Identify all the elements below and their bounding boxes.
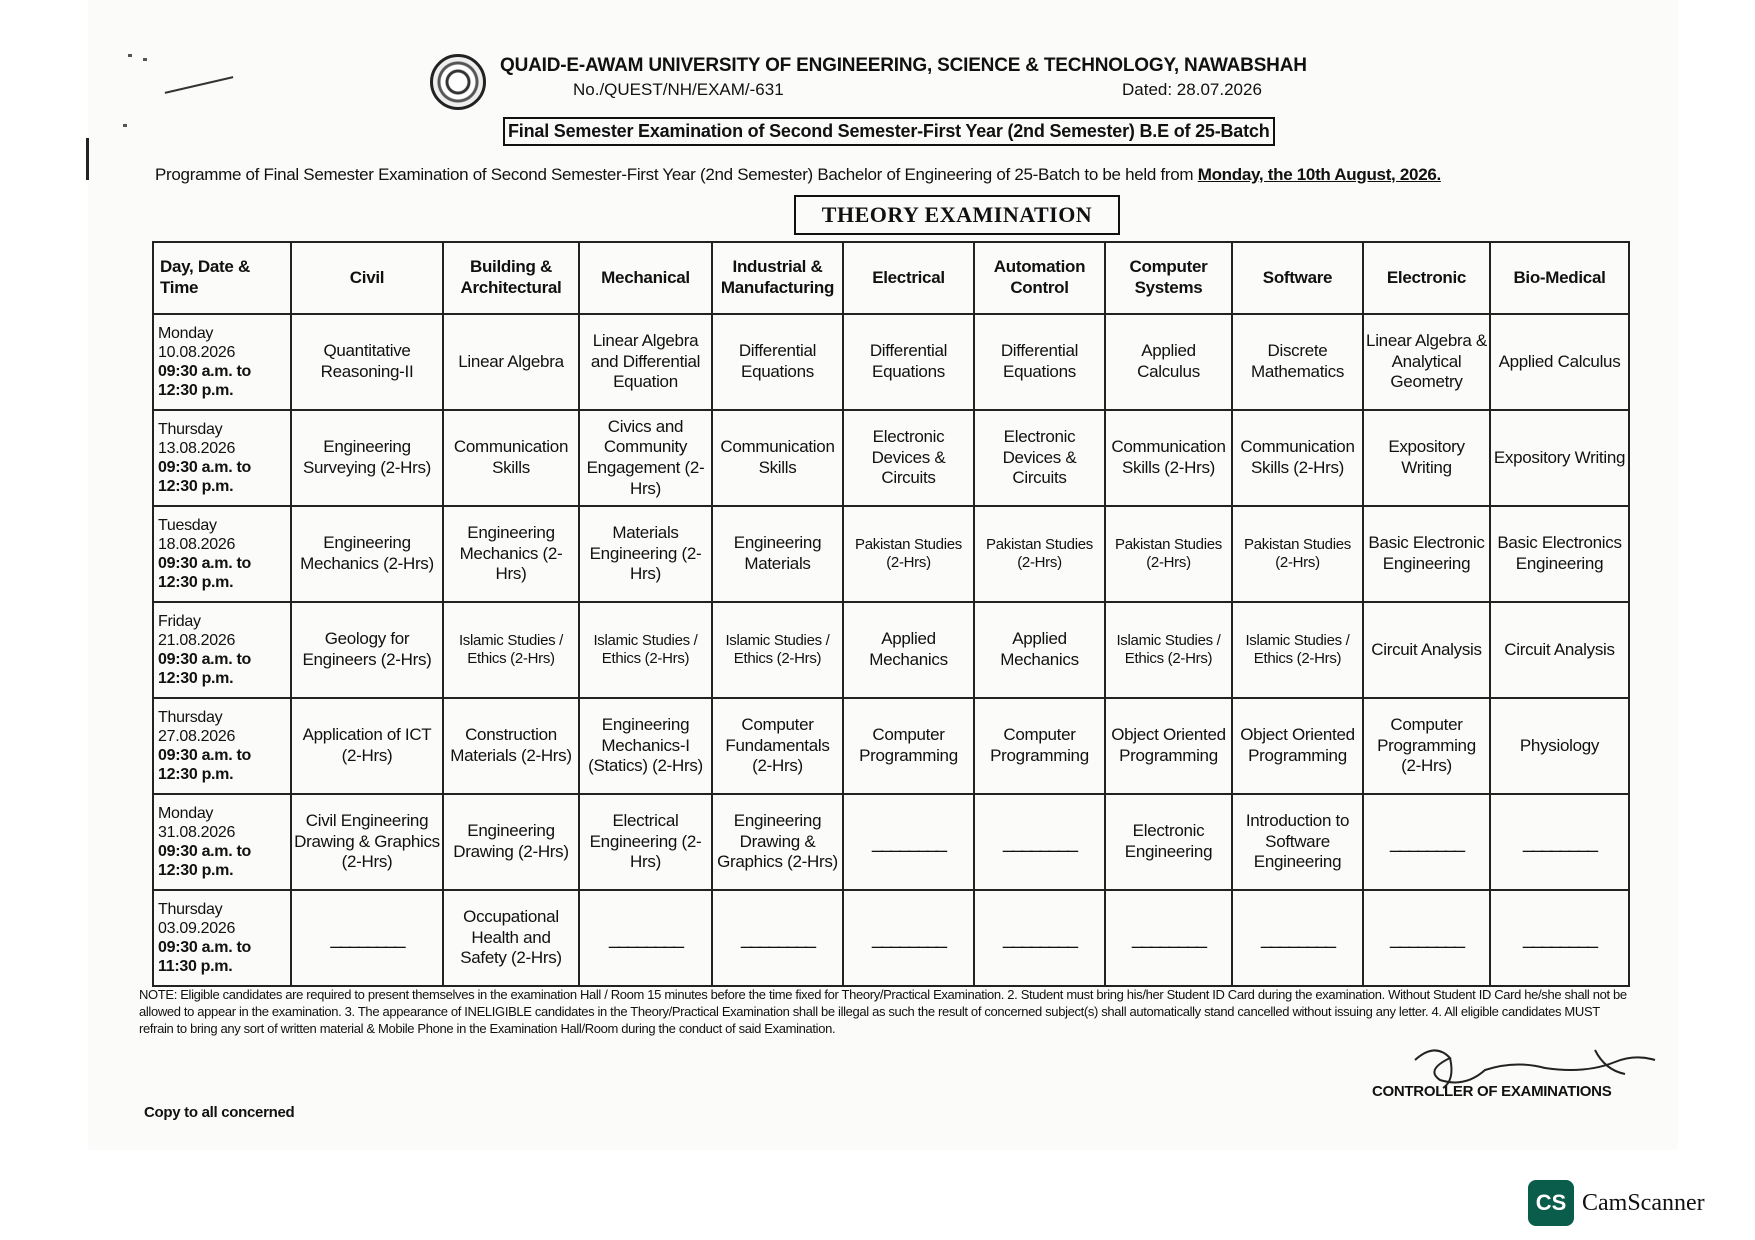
subject-cell [1232,506,1363,602]
day-date-time-cell [153,506,291,602]
row-time-start: 09:30 a.m. to [158,363,252,380]
subject-name: Engineering Drawing & Graphics (2-Hrs) [717,810,838,872]
subject-cell [712,314,843,410]
subject-cell [1105,506,1232,602]
day-date-time-cell [153,314,291,410]
subject-name: Linear Algebra & Analytical Geometry [1366,330,1487,392]
day-date-time-cell [153,410,291,506]
column-header: Civil [291,242,443,314]
subject-cell [1363,890,1490,986]
subject-cell [291,794,443,890]
subject-name: Occupational Health and Safety (2-Hrs) [460,906,562,968]
row-date: 03.09.2026 [158,919,236,937]
row-day: Thursday [158,708,223,726]
subject-name: ________ [609,926,682,949]
subject-cell [843,410,974,506]
subject-cell [843,794,974,890]
subject-name: Engineering Drawing (2-Hrs) [453,821,569,861]
exam-schedule-table [152,241,1630,987]
subject-cell [1363,698,1490,794]
subject-name: ________ [1003,830,1076,853]
subject-name: Linear Algebra and Differential Equation [590,330,701,392]
subject-cell [1363,314,1490,410]
subject-name: ________ [1003,926,1076,949]
row-time-end: 12:30 p.m. [158,862,234,880]
row-time-end: 12:30 p.m. [158,382,234,400]
subject-name: Communication Skills [720,437,835,477]
row-time-start: 09:30 a.m. to [158,651,252,668]
university-seal-icon [430,54,486,110]
subject-cell [579,506,712,602]
subject-name: Electrical Engineering (2-Hrs) [589,810,702,872]
row-time-end: 12:30 p.m. [158,478,234,496]
subject-name: Islamic Studies / Ethics (2-Hrs) [458,631,564,667]
row-date: 21.08.2026 [158,631,236,649]
subject-cell [712,410,843,506]
subject-name: Islamic Studies / Ethics (2-Hrs) [1245,631,1350,667]
scan-speck [128,54,132,57]
subject-name: Pakistan Studies (2-Hrs) [1115,535,1222,571]
subject-cell [974,410,1105,506]
camscanner-watermark [1528,1180,1705,1226]
subject-name: Computer Programming [859,725,958,765]
column-header: Mechanical [579,242,712,314]
table-row [153,890,1629,986]
reference-number: No./QUEST/NH/EXAM/-631 [573,80,784,99]
subject-cell [712,698,843,794]
subject-cell [1490,506,1629,602]
subject-name: Applied Mechanics [869,629,948,669]
scan-edge-mark [86,138,89,180]
row-day: Thursday [158,420,223,438]
subject-cell [974,698,1105,794]
subject-cell [291,410,443,506]
subject-cell [579,314,712,410]
subject-name: Pakistan Studies (2-Hrs) [855,535,962,571]
subject-cell [1232,314,1363,410]
subject-cell [1490,410,1629,506]
subject-cell [974,506,1105,602]
day-date-time-cell [153,794,291,890]
subject-name: Circuit Analysis [1371,639,1482,659]
table-row [153,410,1629,506]
subject-cell [443,698,579,794]
column-header: Software [1232,242,1363,314]
row-time-end: 11:30 p.m. [158,958,233,976]
subject-cell [1105,602,1232,698]
subject-cell [291,314,443,410]
subject-cell [1363,410,1490,506]
column-header: Electronic [1363,242,1490,314]
subject-name: Electronic Devices & Circuits [1002,426,1077,488]
subject-cell [443,890,579,986]
row-date: 10.08.2026 [158,343,236,361]
subject-cell [443,506,579,602]
subject-name: Pakistan Studies (2-Hrs) [986,535,1093,571]
subject-name: Quantitative Reasoning-II [320,341,414,381]
table-row [153,314,1629,410]
table-row [153,698,1629,794]
subject-cell [1105,410,1232,506]
subject-name: Islamic Studies / Ethics (2-Hrs) [593,631,698,667]
subject-name: Civil Engineering Drawing & Graphics (2-Hrs) [294,810,440,872]
subject-cell [1105,698,1232,794]
subject-name: Applied Calculus [1498,351,1621,371]
day-date-time-cell [153,698,291,794]
row-day: Monday [158,324,214,342]
subject-name: Differential Equations [1000,341,1079,381]
row-time-end: 12:30 p.m. [158,574,234,592]
row-time-start: 09:30 a.m. to [158,747,252,764]
subject-cell [443,794,579,890]
subject-cell [843,698,974,794]
camscanner-logo: CS [1528,1180,1574,1226]
column-header: Building & Architectural [443,242,579,314]
subject-name: Computer Programming (2-Hrs) [1377,714,1476,776]
subject-name: Communication Skills (2-Hrs) [1240,437,1355,477]
subject-name: Pakistan Studies (2-Hrs) [1244,535,1351,571]
row-time-end: 12:30 p.m. [158,766,234,784]
subject-cell [579,794,712,890]
row-day: Friday [158,612,201,630]
subject-cell [843,602,974,698]
subject-name: Communication Skills [453,437,569,477]
subject-name: Materials Engineering (2-Hrs) [589,522,702,584]
subject-name: ________ [872,926,945,949]
subject-name: Civics and Community Engagement (2-Hrs) [586,416,705,498]
subject-cell [443,410,579,506]
subject-name: Basic Electronic Engineering [1368,533,1485,573]
subject-name: ________ [1390,830,1463,853]
subject-name: Circuit Analysis [1504,639,1615,659]
subject-name: Communication Skills (2-Hrs) [1111,437,1226,477]
subject-cell [291,506,443,602]
exam-note: NOTE: Eligible candidates are required to present themselves in the examination Hall / Room 15 minutes before the time fixed for Theory/Practical Examination. 2. Student must bring his/her Student ID Card during the examination. Without Student ID Card he/she shall not be allowed to appear in the examination. 3. The appearance of INELIGIBLE candidates in the Theory/Practical Examination shall be illegal as such the result of concerned subject(s) shall automatically stand cancelled without issuing any letter. 4. All eligible candidates MUST refrain to bring any sort of written material & Mobile Phone in the Examination Hall/Room during the conduct of said Examination. [139,987,1627,1036]
subject-name: Computer Programming [990,725,1089,765]
subject-cell [1490,794,1629,890]
controller-title: CONTROLLER OF EXAMINATIONS [1372,1083,1612,1100]
subject-cell [843,890,974,986]
subject-name: Geology for Engineers (2-Hrs) [302,629,432,669]
issue-date: Dated: 28.07.2026 [1122,80,1262,99]
subject-cell [1490,698,1629,794]
column-header: Electrical [843,242,974,314]
subject-cell [1232,410,1363,506]
subject-cell [974,890,1105,986]
subject-name: Construction Materials (2-Hrs) [450,725,572,765]
subject-cell [443,602,579,698]
subject-cell [1232,698,1363,794]
table-header-row [153,242,1629,314]
row-time-start: 09:30 a.m. to [158,459,252,476]
subject-cell [291,698,443,794]
row-time-start: 09:30 a.m. to [158,843,252,860]
subject-name: Electronic Engineering [1124,821,1213,861]
subject-cell [1363,794,1490,890]
subject-name: ________ [1523,926,1596,949]
column-header: Industrial & Manufacturing [712,242,843,314]
subject-name: Application of ICT (2-Hrs) [302,725,432,765]
subject-name: Expository Writing [1493,447,1626,467]
subject-cell [1105,794,1232,890]
subject-name: ________ [1390,926,1463,949]
subject-cell [974,602,1105,698]
row-time-end: 12:30 p.m. [158,670,234,688]
subject-name: ________ [872,830,945,853]
subject-name: Computer Fundamentals (2-Hrs) [725,714,830,776]
subject-name: Islamic Studies / Ethics (2-Hrs) [725,631,830,667]
subject-name: Differential Equations [738,341,817,381]
subject-name: Linear Algebra [458,351,564,371]
subject-cell [1105,890,1232,986]
row-time-start: 09:30 a.m. to [158,555,252,572]
table-row [153,506,1629,602]
row-date: 18.08.2026 [158,535,236,553]
subject-cell [579,602,712,698]
subject-cell [1232,602,1363,698]
subject-cell [1490,314,1629,410]
row-day: Tuesday [158,516,217,534]
camscanner-text: CamScanner [1582,1189,1705,1216]
column-header: Computer Systems [1105,242,1232,314]
scan-speck [123,124,127,127]
subject-name: Introduction to Software Engineering [1245,810,1350,872]
subject-name: ________ [1523,830,1596,853]
table-row [153,794,1629,890]
programme-line [155,165,1441,185]
subject-cell [974,794,1105,890]
subject-cell [1232,890,1363,986]
row-date: 31.08.2026 [158,823,236,841]
subject-cell [843,314,974,410]
subject-cell [712,602,843,698]
subject-name: Expository Writing [1388,437,1465,477]
section-title: THEORY EXAMINATION [794,195,1120,235]
subject-cell [443,314,579,410]
row-day: Monday [158,804,214,822]
subject-cell [1105,314,1232,410]
subject-cell [712,506,843,602]
subject-cell [974,314,1105,410]
subject-cell [579,698,712,794]
column-header-day-date-time: Day, Date & Time [153,242,291,314]
subject-name: Engineering Mechanics-I (Statics) (2-Hrs) [588,714,703,776]
subject-cell [579,890,712,986]
subject-name: Engineering Mechanics (2-Hrs) [459,522,563,584]
subject-cell [291,602,443,698]
subject-cell [1363,506,1490,602]
subject-cell [1232,794,1363,890]
column-header: Bio-Medical [1490,242,1629,314]
subject-cell [1490,890,1629,986]
programme-start-date: Monday, the 10th August, 2026. [1197,165,1441,184]
subject-name: ________ [741,926,814,949]
subject-name: ________ [1132,926,1205,949]
subject-cell [843,506,974,602]
programme-text: Programme of Final Semester Examination of Second Semester-First Year (2nd Semester) Bachelor of Engineering of 25-Batch to be held from [155,165,1194,184]
subject-name: Islamic Studies / Ethics (2-Hrs) [1116,631,1221,667]
exam-title-box: Final Semester Examination of Second Semester-First Year (2nd Semester) B.E of 25-Batch [503,117,1275,146]
row-day: Thursday [158,900,223,918]
day-date-time-cell [153,602,291,698]
subject-name: Object Oriented Programming [1111,725,1226,765]
copy-to-all: Copy to all concerned [144,1104,295,1121]
column-header: Automation Control [974,242,1105,314]
subject-cell [291,890,443,986]
subject-name: Physiology [1519,735,1600,755]
subject-name: Engineering Surveying (2-Hrs) [302,437,432,477]
subject-cell [712,890,843,986]
subject-name: Electronic Devices & Circuits [871,426,946,488]
subject-name: Discrete Mathematics [1250,341,1345,381]
subject-cell [1490,602,1629,698]
subject-name: ________ [330,926,404,949]
row-date: 13.08.2026 [158,439,236,457]
row-time-start: 09:30 a.m. to [158,939,252,956]
scan-speck [143,58,147,61]
subject-name: Engineering Materials [733,533,822,573]
subject-name: ________ [1261,926,1334,949]
subject-name: Applied Calculus [1137,341,1200,381]
subject-cell [1363,602,1490,698]
subject-name: Basic Electronics Engineering [1497,533,1622,573]
subject-name: Engineering Mechanics (2-Hrs) [300,533,434,573]
day-date-time-cell [153,890,291,986]
subject-name: Applied Mechanics [1000,629,1079,669]
subject-name: Object Oriented Programming [1240,725,1355,765]
row-date: 27.08.2026 [158,727,236,745]
subject-cell [712,794,843,890]
subject-name: Differential Equations [869,341,948,381]
table-row [153,602,1629,698]
university-name: QUAID-E-AWAM UNIVERSITY OF ENGINEERING, SCIENCE & TECHNOLOGY, NAWABSHAH [500,55,1307,76]
subject-cell [579,410,712,506]
